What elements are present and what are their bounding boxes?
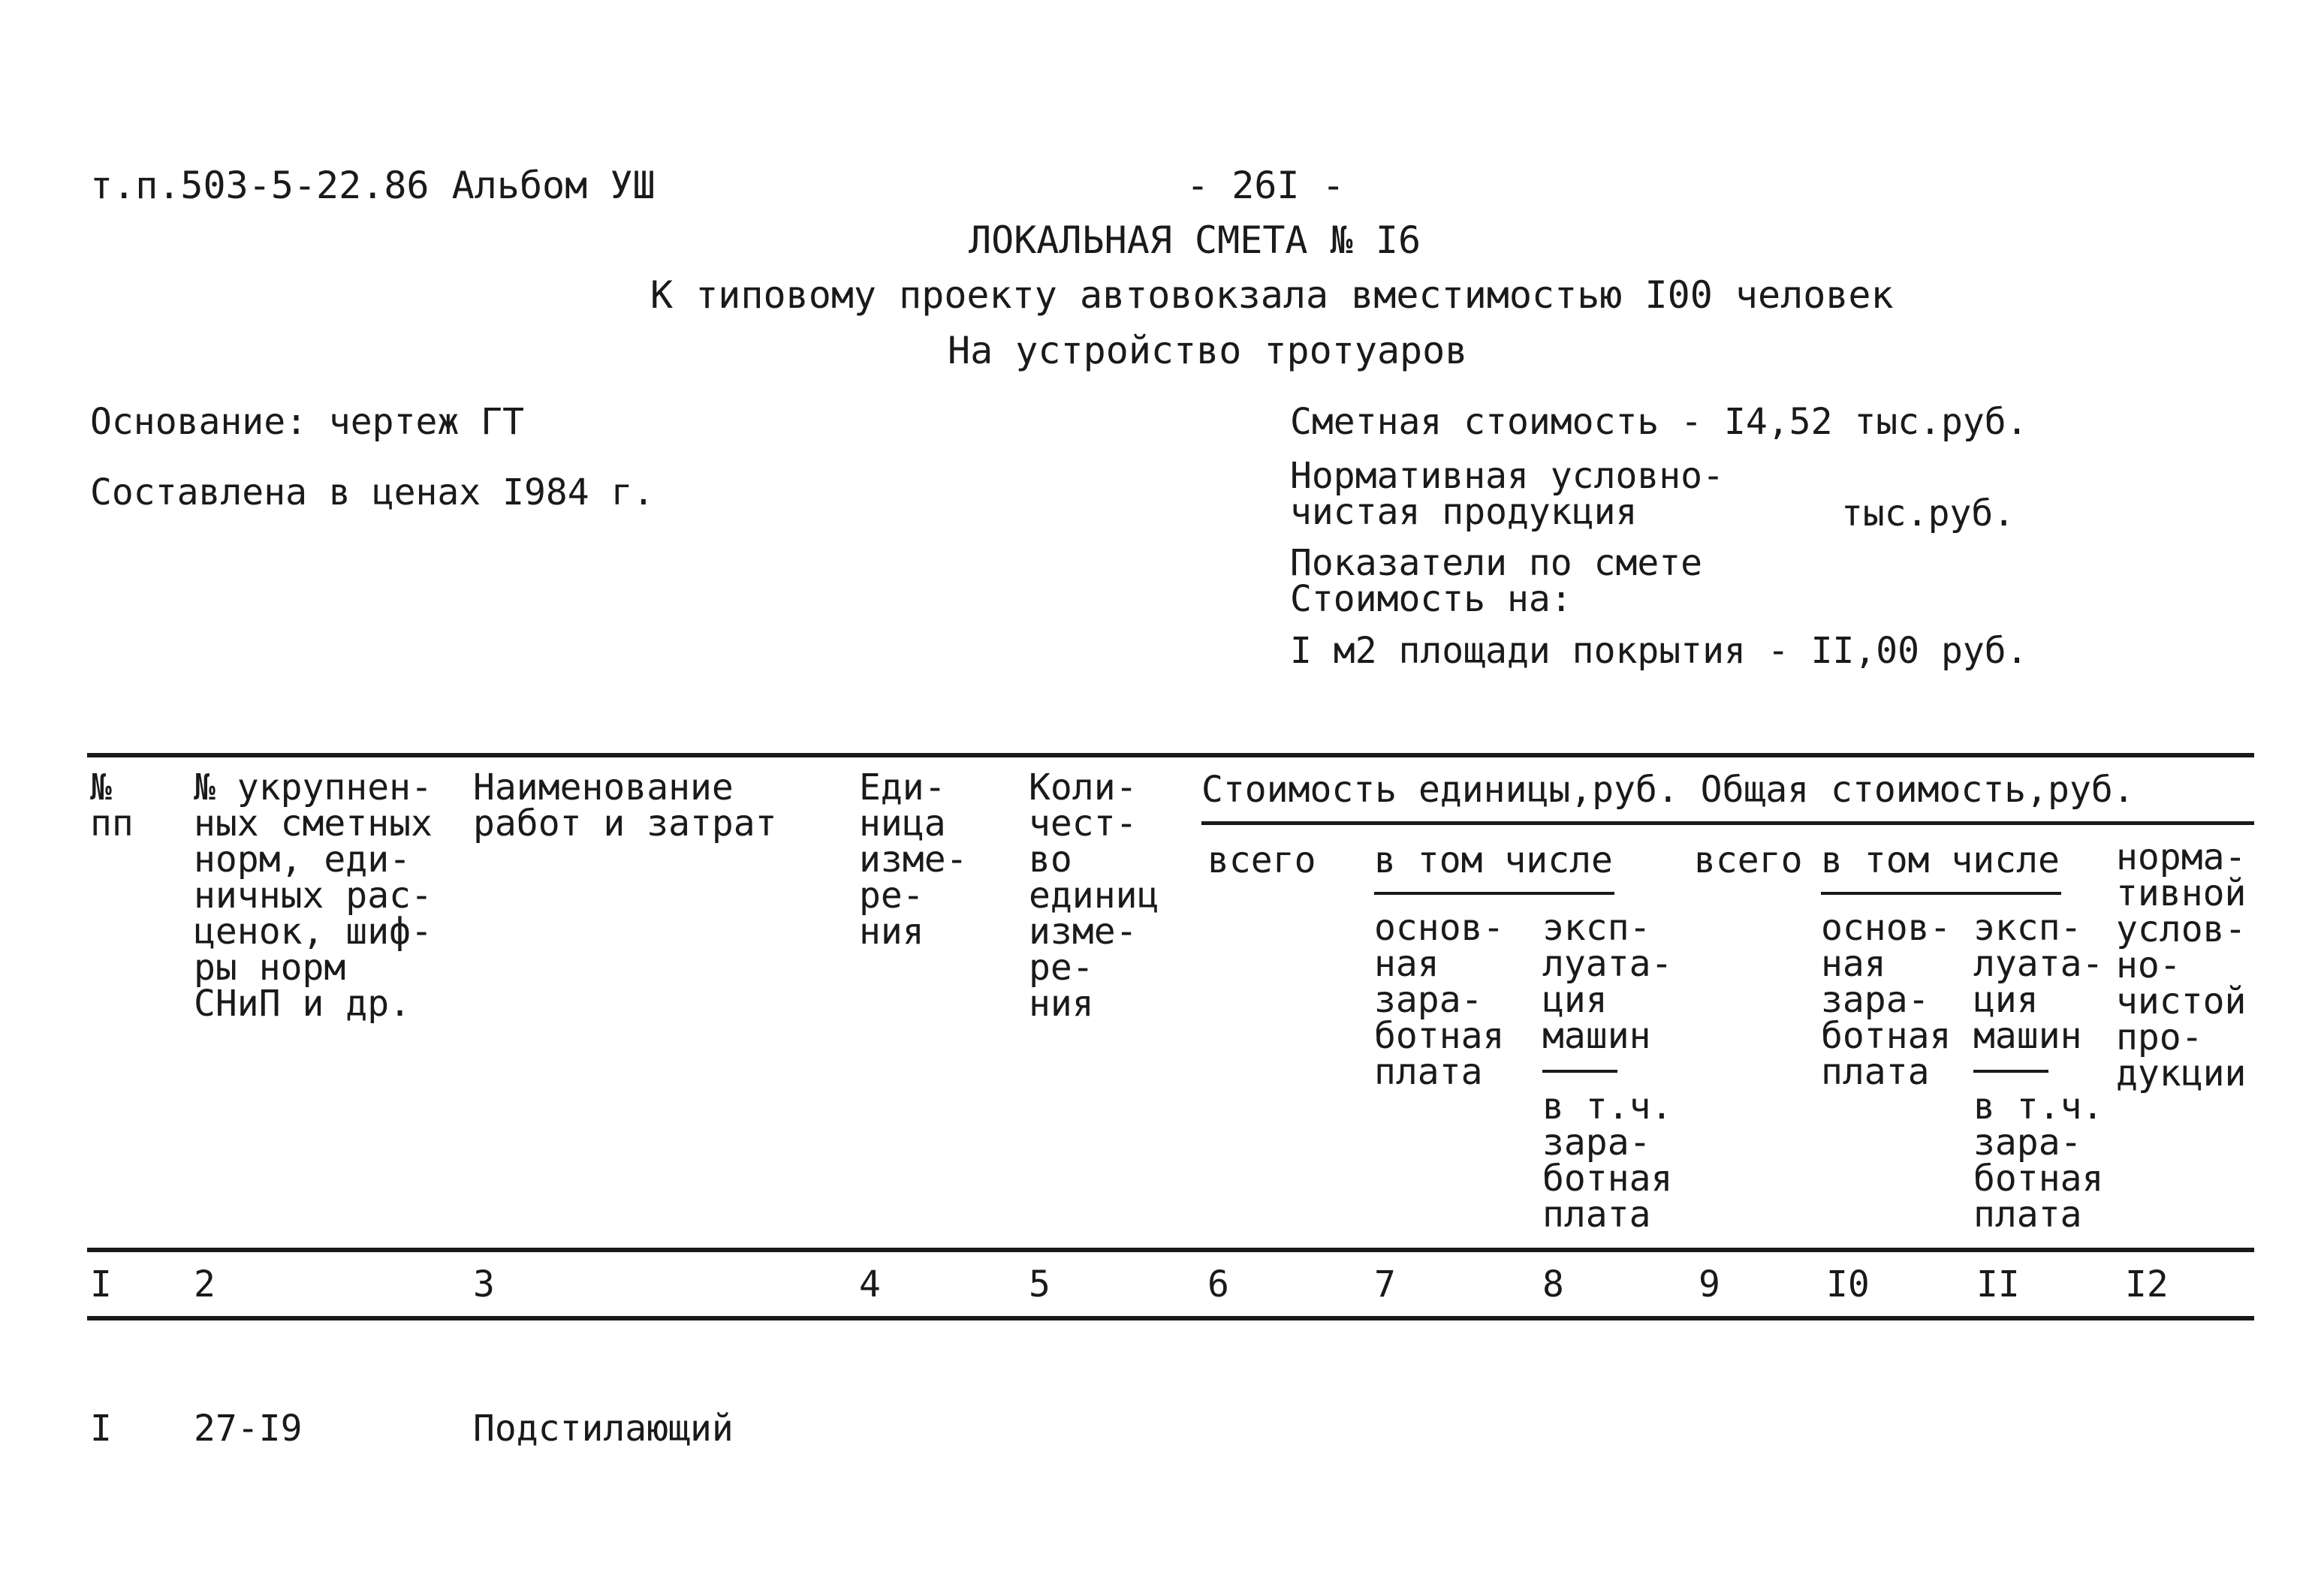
cost-per-m2: I м2 площади покрытия - II,00 руб.: [1290, 630, 2028, 672]
header-unit-wage: основ- ная зара- ботная плата: [1374, 907, 1505, 1093]
header-total-total: всего: [1694, 839, 1803, 881]
header-total-machine: эксп- луата- ция машин: [1973, 907, 2104, 1057]
header-row-number: № пп: [90, 766, 134, 845]
project-reference: т.п.503-5-22.86 Альбом УШ: [90, 164, 656, 207]
header-unit-total: всего: [1207, 839, 1316, 881]
column-numbers-rule: [87, 1316, 2254, 1320]
header-unit-machine: эксп- луата- ция машин: [1542, 907, 1673, 1057]
header-net-product: норма- тивной услов- но- чистой про- дукции: [2116, 836, 2247, 1095]
column-number: 2: [194, 1263, 216, 1305]
column-number: 4: [859, 1263, 881, 1305]
total-incl-rule: [1821, 892, 2061, 895]
header-cost-span: Стоимость единицы,руб. Общая стоимость,руб.: [1201, 769, 2135, 811]
column-number: 3: [473, 1263, 495, 1305]
basis-line: Основание: чертеж ГТ: [90, 401, 524, 443]
row-number: I: [90, 1408, 112, 1450]
document-title: ЛОКАЛЬНАЯ СМЕТА № I6: [969, 218, 1421, 262]
page-number: - 26I -: [1186, 164, 1345, 207]
header-bottom-rule: [87, 1248, 2254, 1252]
column-number: I0: [1826, 1263, 1870, 1305]
column-number: II: [1976, 1263, 2020, 1305]
header-norm-code: № укрупнен- ных сметных норм, еди- ничных рас- ценок, шиф- ры норм СНиП и др.: [194, 766, 433, 1025]
row-name: Подстилающий: [473, 1408, 734, 1450]
span-header-rule: [1201, 821, 2254, 825]
row-code: 27-I9: [194, 1408, 303, 1450]
header-total-wage: основ- ная зара- ботная плата: [1821, 907, 1952, 1093]
column-number: 7: [1374, 1263, 1396, 1305]
header-unit-machine-wage: в т.ч. зара- ботная плата: [1542, 1086, 1673, 1236]
column-number: I2: [2125, 1263, 2169, 1305]
estimated-cost: Сметная стоимость - I4,52 тыс.руб.: [1290, 401, 2028, 443]
column-number: I: [90, 1263, 112, 1305]
header-total-machine-wage: в т.ч. зара- ботная плата: [1973, 1086, 2104, 1236]
column-number: 8: [1542, 1263, 1564, 1305]
header-quantity: Коли- чест- во единиц изме- ре- ния: [1029, 766, 1159, 1025]
net-product-label: Нормативная условно- чистая продукция: [1290, 455, 1724, 533]
document-subject: На устройство тротуаров: [948, 329, 1468, 372]
indicators-label: Показатели по смете Стоимость на:: [1290, 542, 1703, 620]
header-work-name: Наименование работ и затрат: [473, 766, 777, 845]
column-number: 6: [1207, 1263, 1229, 1305]
column-number: 5: [1029, 1263, 1051, 1305]
total-machine-rule: [1973, 1070, 2048, 1073]
unit-incl-rule: [1374, 892, 1614, 895]
net-product-unit: тыс.руб.: [1841, 492, 2015, 535]
table-top-rule: [87, 753, 2254, 757]
prices-line: Составлена в ценах I984 г.: [90, 471, 655, 513]
header-unit-incl: в том числе: [1374, 839, 1613, 881]
unit-machine-rule: [1542, 1070, 1617, 1073]
header-total-incl: в том числе: [1821, 839, 2060, 881]
header-unit: Еди- ница изме- ре- ния: [859, 766, 968, 953]
document-subtitle: К типовому проекту автовокзала вместимостью I00 человек: [650, 273, 1894, 317]
column-number: 9: [1699, 1263, 1720, 1305]
